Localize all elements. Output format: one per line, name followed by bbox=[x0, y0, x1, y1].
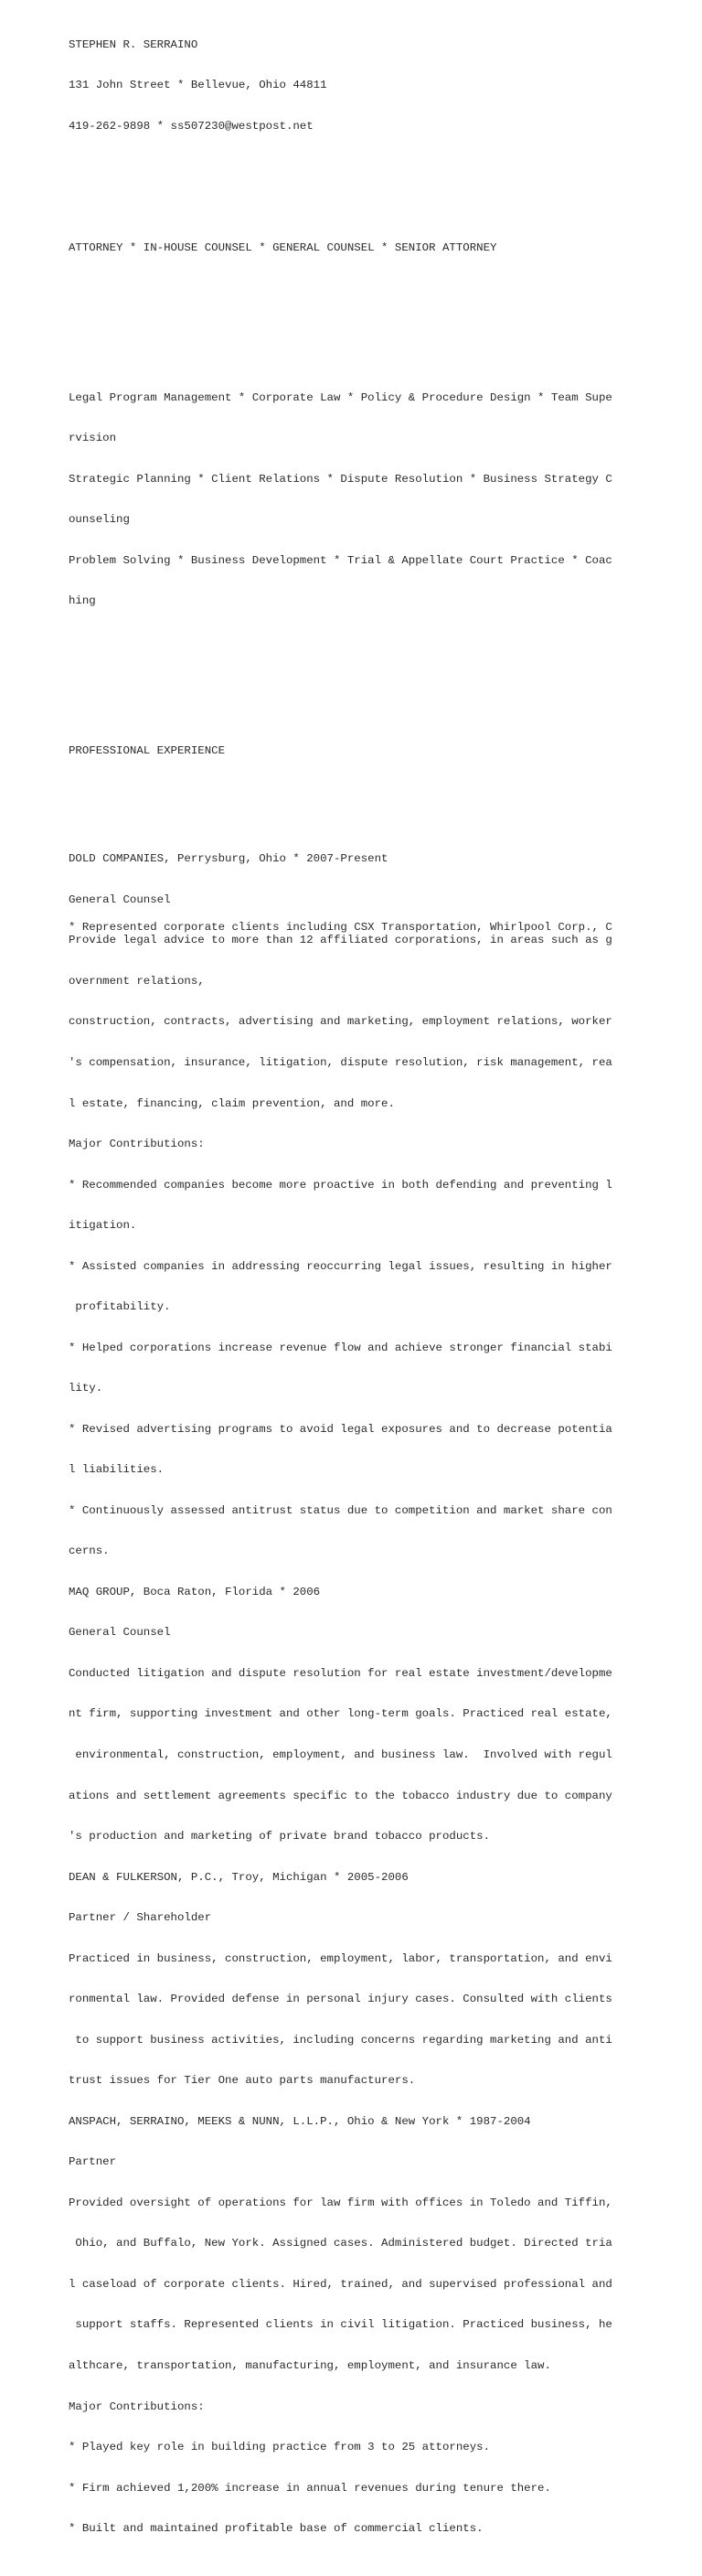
experience-line: Practiced in business, construction, employment, labor, transportation, and envi bbox=[69, 1951, 612, 1965]
experience-line: Provide legal advice to more than 12 affiliated corporations, in areas such as g bbox=[69, 934, 612, 947]
experience-line: construction, contracts, advertising and marketing, employment relations, worker bbox=[69, 1015, 612, 1029]
experience-line: profitability. bbox=[69, 1300, 171, 1314]
spacer bbox=[69, 785, 635, 798]
experience-line: althcare, transportation, manufacturing, employment, and insurance law. bbox=[69, 2358, 551, 2372]
skills-line: Problem Solving * Business Development * Trial & Appellate Court Practice * Coac bbox=[69, 553, 612, 567]
spacer bbox=[69, 323, 635, 337]
candidate-name: STEPHEN R. SERRAINO bbox=[69, 37, 198, 51]
experience-line: Ohio, and Buffalo, New York. Assigned cases. Administered budget. Directed tria bbox=[69, 2237, 612, 2250]
experience-line: overnment relations, bbox=[69, 974, 205, 988]
skills-line: rvision bbox=[69, 432, 117, 445]
skills-line: hing bbox=[69, 594, 96, 608]
skills-line: Strategic Planning * Client Relations * Dispute Resolution * Business Strategy C bbox=[69, 472, 612, 486]
experience-block bbox=[69, 826, 635, 2563]
experience-line: ations and settlement agreements specific to the tobacco industry due to company bbox=[69, 1789, 612, 1802]
experience-line: General Counsel bbox=[69, 1626, 171, 1640]
candidate-contact: 419-262-9898 * ss507230@westpost.net bbox=[69, 119, 314, 133]
spacer bbox=[69, 160, 635, 174]
experience-line: Major Contributions: bbox=[69, 2400, 205, 2413]
experience-line: MAQ GROUP, Boca Raton, Florida * 2006 bbox=[69, 1585, 321, 1598]
experience-line: * Firm achieved 1,200% increase in annual revenues during tenure there. bbox=[69, 2481, 551, 2495]
experience-line: * Revised advertising programs to avoid legal exposures and to decrease potentia bbox=[69, 1422, 612, 1436]
experience-line: DEAN & FULKERSON, P.C., Troy, Michigan * 2005-2006 bbox=[69, 1870, 409, 1884]
skills-line: ounseling bbox=[69, 513, 130, 527]
spacer bbox=[69, 201, 635, 215]
experience-line: Partner / Shareholder bbox=[69, 1911, 212, 1925]
experience-line: l caseload of corporate clients. Hired, trained, and supervised professional and bbox=[69, 2277, 612, 2291]
experience-line: DOLD COMPANIES, Perrysburg, Ohio * 2007-Present bbox=[69, 852, 388, 866]
spacer bbox=[69, 663, 635, 677]
experience-line: * Played key role in building practice from 3 to 25 attorneys. bbox=[69, 2441, 491, 2454]
experience-line: Partner bbox=[69, 2155, 117, 2169]
experience-line: itigation. bbox=[69, 1219, 137, 1233]
headline: ATTORNEY * IN-HOUSE COUNSEL * GENERAL COUNSEL * SENIOR ATTORNEY bbox=[69, 241, 497, 255]
section-title: PROFESSIONAL EXPERIENCE bbox=[69, 743, 226, 757]
candidate-address: 131 John Street * Bellevue, Ohio 44811 bbox=[69, 79, 327, 92]
experience-line: 's production and marketing of private brand tobacco products. bbox=[69, 1830, 491, 1844]
page-footer-line: * Represented corporate clients including CSX Transportation, Whirlpool Corp., C bbox=[69, 921, 612, 934]
experience-line: nt firm, supporting investment and other long-term goals. Practiced real estate, bbox=[69, 1707, 612, 1721]
experience-line: ANSPACH, SERRAINO, MEEKS & NUNN, L.L.P., Ohio & New York * 1987-2004 bbox=[69, 2114, 531, 2128]
experience-line: General Counsel bbox=[69, 893, 171, 906]
experience-line: Provided oversight of operations for law firm with offices in Toledo and Tiffin, bbox=[69, 2196, 612, 2209]
skills-line: Legal Program Management * Corporate Law * Policy & Procedure Design * Team Supe bbox=[69, 390, 612, 404]
experience-line: cerns. bbox=[69, 1545, 110, 1558]
resume-document bbox=[69, 11, 635, 2576]
experience-line: * Built and maintained profitable base of commercial clients. bbox=[69, 2522, 484, 2536]
experience-line: Conducted litigation and dispute resolution for real estate investment/developme bbox=[69, 1666, 612, 1680]
experience-line: * Assisted companies in addressing reoccurring legal issues, resulting in higher bbox=[69, 1259, 612, 1273]
experience-line: * Recommended companies become more proactive in both defending and preventing l bbox=[69, 1178, 612, 1192]
experience-line: l estate, financing, claim prevention, and more. bbox=[69, 1096, 395, 1110]
skills-block bbox=[69, 364, 635, 636]
experience-line: to support business activities, including concerns regarding marketing and anti bbox=[69, 2033, 612, 2047]
experience-line: support staffs. Represented clients in civil litigation. Practiced business, he bbox=[69, 2318, 612, 2332]
spacer bbox=[69, 703, 635, 717]
experience-line: 's compensation, insurance, litigation, dispute resolution, risk management, rea bbox=[69, 1055, 612, 1069]
experience-line: environmental, construction, employment, and business law. Involved with regul bbox=[69, 1748, 612, 1761]
experience-line: Major Contributions: bbox=[69, 1138, 205, 1151]
experience-line: ronmental law. Provided defense in personal injury cases. Consulted with clients bbox=[69, 1993, 612, 2006]
experience-line: * Helped corporations increase revenue flow and achieve stronger financial stabi bbox=[69, 1341, 612, 1354]
experience-line: trust issues for Tier One auto parts manufacturers. bbox=[69, 2074, 416, 2088]
experience-line: * Continuously assessed antitrust status due to competition and market share con bbox=[69, 1503, 612, 1517]
experience-line: lity. bbox=[69, 1382, 103, 1395]
spacer bbox=[69, 283, 635, 296]
experience-line: l liabilities. bbox=[69, 1463, 165, 1477]
